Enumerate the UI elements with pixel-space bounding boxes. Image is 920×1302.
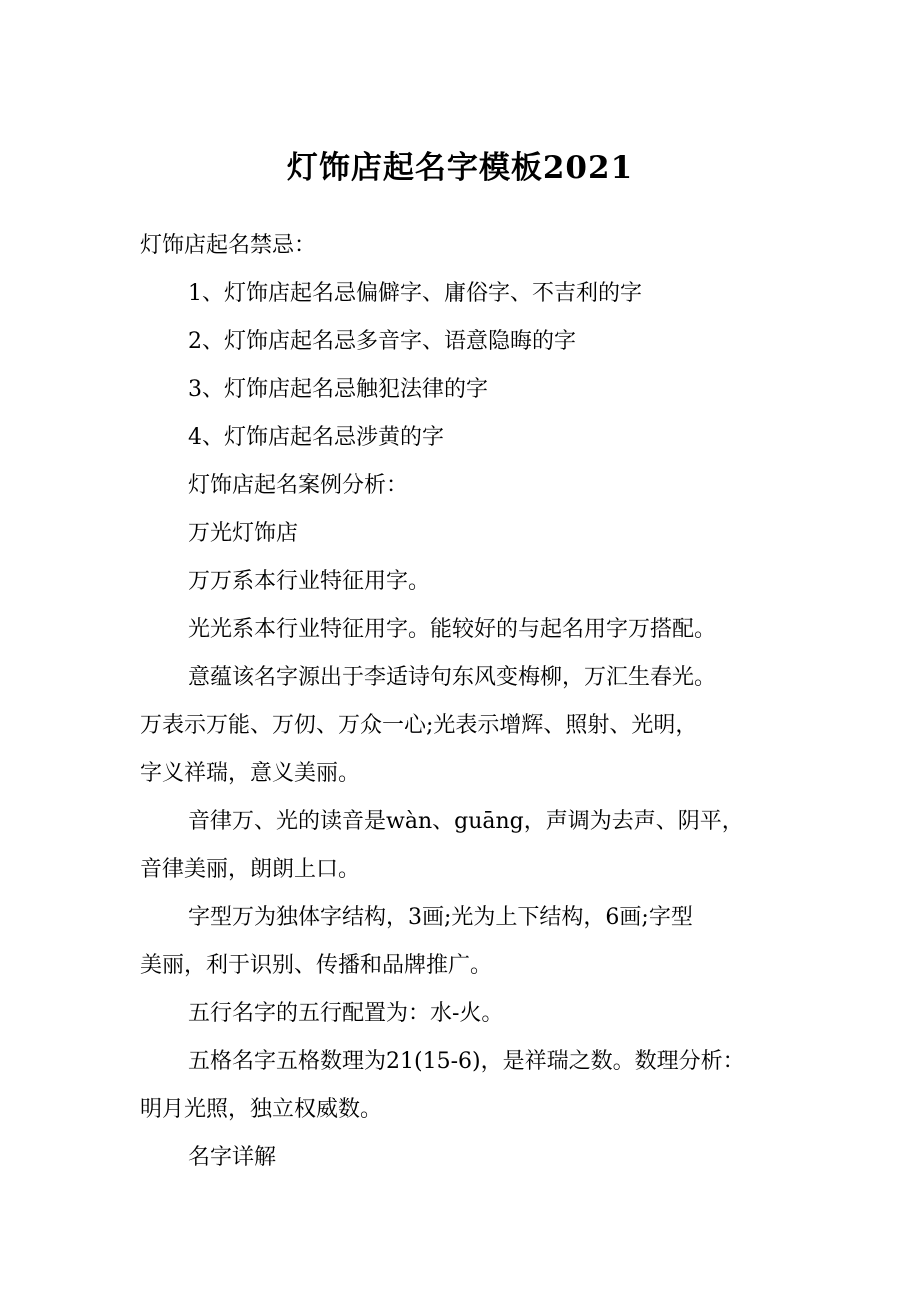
paragraph-line: 3、灯饰店起名忌触犯法律的字	[188, 377, 488, 402]
paragraph-line: 灯饰店起名案例分析：	[188, 473, 409, 498]
paragraph	[140, 510, 790, 558]
paragraph-line: 名字详解	[188, 1145, 277, 1170]
paragraph	[140, 558, 790, 606]
paragraph	[140, 798, 790, 894]
paragraph-line: 光光系本行业特征用字。能较好的与起名用字万搭配。	[188, 617, 717, 642]
paragraph-line: 意蕴该名字源出于李适诗句东风变梅柳，万汇生春光。	[188, 665, 717, 690]
paragraph-line: 五行名字的五行配置为：水-火。	[188, 1001, 504, 1026]
paragraph	[140, 462, 790, 510]
paragraph-line: 4、灯饰店起名忌涉黄的字	[188, 425, 444, 450]
paragraph-line: 万表示万能、万仞、万众一心;光表示增辉、照射、光明，	[140, 713, 698, 738]
paragraph	[140, 1038, 790, 1134]
document-title: 灯饰店起名字模板2021	[286, 150, 634, 186]
paragraph-line: 五格名字五格数理为21(15-6)，是祥瑞之数。数理分析：	[188, 1049, 745, 1074]
paragraph	[140, 318, 790, 366]
paragraph-line: 字义祥瑞，意义美丽。	[140, 761, 361, 786]
paragraph-line: 美丽，利于识别、传播和品牌推广。	[140, 953, 493, 978]
document-body	[140, 222, 790, 1182]
paragraph	[140, 990, 790, 1038]
paragraph-line: 万万系本行业特征用字。	[188, 569, 431, 594]
paragraph	[140, 222, 790, 270]
paragraph	[140, 606, 790, 654]
paragraph-line: 2、灯饰店起名忌多音字、语意隐晦的字	[188, 329, 576, 354]
paragraph-line: 音律万、光的读音是wàn、guāng，声调为去声、阴平，	[188, 809, 744, 834]
paragraph	[140, 654, 790, 798]
paragraph-line: 1、灯饰店起名忌偏僻字、庸俗字、不吉利的字	[188, 281, 642, 306]
paragraph-line: 字型万为独体字结构，3画;光为上下结构，6画;字型	[188, 905, 693, 930]
paragraph-line: 万光灯饰店	[188, 521, 299, 546]
paragraph-line: 灯饰店起名禁忌：	[140, 233, 317, 258]
paragraph	[140, 270, 790, 318]
paragraph	[140, 1134, 790, 1182]
paragraph	[140, 894, 790, 990]
paragraph-line: 音律美丽，朗朗上口。	[140, 857, 361, 882]
paragraph-line: 明月光照，独立权威数。	[140, 1097, 383, 1122]
paragraph	[140, 366, 790, 414]
paragraph	[140, 414, 790, 462]
